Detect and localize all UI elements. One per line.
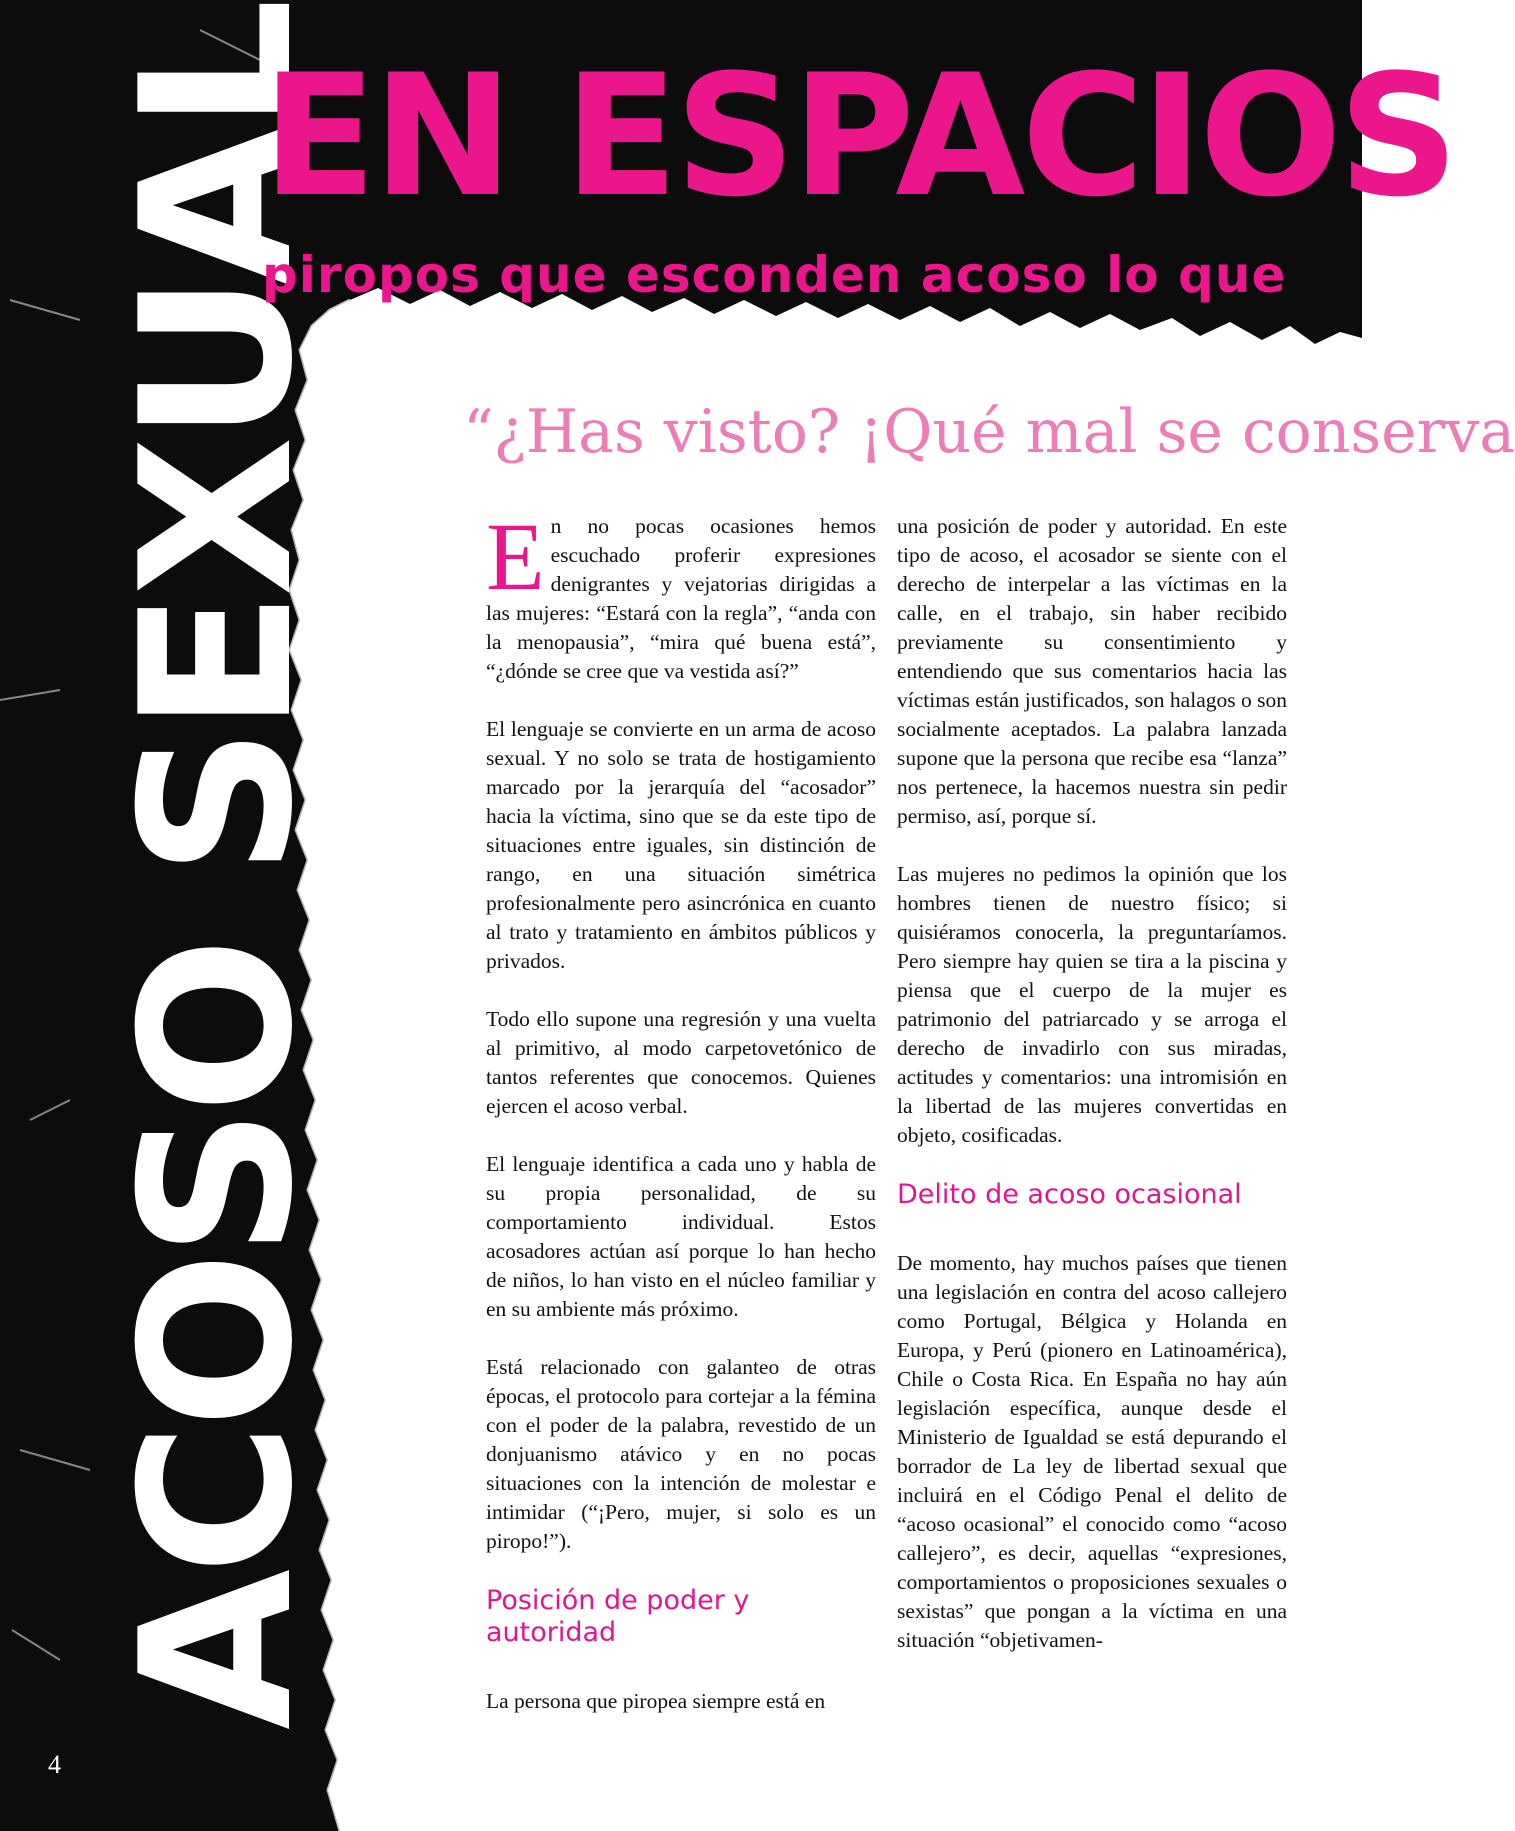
subheadline: piropos que esconden acoso lo que xyxy=(262,246,1287,304)
article-column-1 xyxy=(486,503,876,1745)
page-number: 4 xyxy=(48,1750,61,1779)
article-paragraph: Está relacionado con galanteo de otras épocas, el protocolo para cortejar a la fémina con el poder de la palabra, revestido de un donjuanismo atávico y en no pocas situaciones con la intención de molestar e intimidar (“¡Pero, mujer, si solo es un piropo!”). xyxy=(486,1355,876,1553)
article-paragraph: De momento, hay muchos países que tienen una legislación en contra del acoso callejero como Portugal, Bélgica y Holanda en Europa, y Perú (pionero en Latinoamérica), Chile o Costa Rica. En España no hay aún legislación específica, aunque desde el Ministerio de Igualdad se está depurando el borrador de La ley de libertad sexual que incluirá en el Código Penal el delito de “acoso ocasional” el conocido como “acoso callejero”, es decir, aquellas “expresiones, comportamientos o proposiciones sexuales o sexistas” que pongan a la víctima en una situación “objetivamen- xyxy=(897,1251,1287,1652)
article-paragraph: una posición de poder y autoridad. En este tipo de acoso, el acosador se siente con el derecho de interpelar a las víctimas en la calle, en el trabajo, sin haber recibido previamente su consentimiento y entendiendo que sus comentarios hacia las víctimas están justificados, son halagos o son socialmente aceptados. La palabra lanzada supone que la persona que recibe esa “lanza” nos pertenece, la hacemos nuestra sin pedir permiso, así, porque sí. xyxy=(897,514,1287,828)
headline: EN ESPACIOS xyxy=(262,38,1455,234)
article-paragraph: El lenguaje se convierte en un arma de acoso sexual. Y no solo se trata de hostigamiento marcado por la jerarquía del “acosador” hacia la víctima, sino que se da este tipo de situaciones entre iguales, sin distinción de rango, en una situación simétrica profesionalmente pero asincrónica en cuanto al trato y tratamiento en ámbitos públicos y privados. xyxy=(486,717,876,973)
drop-cap: E xyxy=(486,503,545,610)
article-paragraph: Las mujeres no pedimos la opinión que los hombres tienen de nuestro físico; si quisiéramos conocerla, la preguntaríamos. Pero siempre hay quien se tira a la piscina y piensa que el cuerpo de la mujer es patrimonio del patriarcado y se arroga el derecho de invadirlo con sus miradas, actitudes y comentarios: una intromisión en la libertad de las mujeres convertidas en objeto, cosificadas. xyxy=(897,862,1287,1147)
vertical-title: ACOSO SEXUAL xyxy=(97,4,339,1730)
article-column-2 xyxy=(897,512,1287,1684)
section-heading-poder: Posición de poder y autoridad xyxy=(486,1585,750,1648)
article-paragraph xyxy=(486,503,876,686)
article-paragraph: El lenguaje identifica a cada uno y habla de su propia personalidad, de su comportamiento individual. Estos acosadores actúan así porque lo han hecho de niños, lo han visto en el núcleo familiar y en su ambiente más próximo. xyxy=(486,1152,876,1321)
paragraph-text: n no pocas ocasiones hemos escuchado proferir expresiones denigrantes y vejatorias dirigidas a las mujeres: “Estará con la regla”, “anda con la menopausia”, “mira qué buena está”, “¿dónde se cree que va vestida así?” xyxy=(486,514,876,683)
article-paragraph: Todo ello supone una regresión y una vuelta al primitivo, al modo carpetovetónico de tantos referentes que conocemos. Quienes ejercen el acoso verbal. xyxy=(486,1007,876,1118)
section-heading-delito: Delito de acoso ocasional xyxy=(897,1179,1242,1210)
pull-quote: “¿Has visto? ¡Qué mal se conserva xyxy=(463,397,1515,467)
article-paragraph: La persona que piropea siempre está en xyxy=(486,1689,826,1713)
